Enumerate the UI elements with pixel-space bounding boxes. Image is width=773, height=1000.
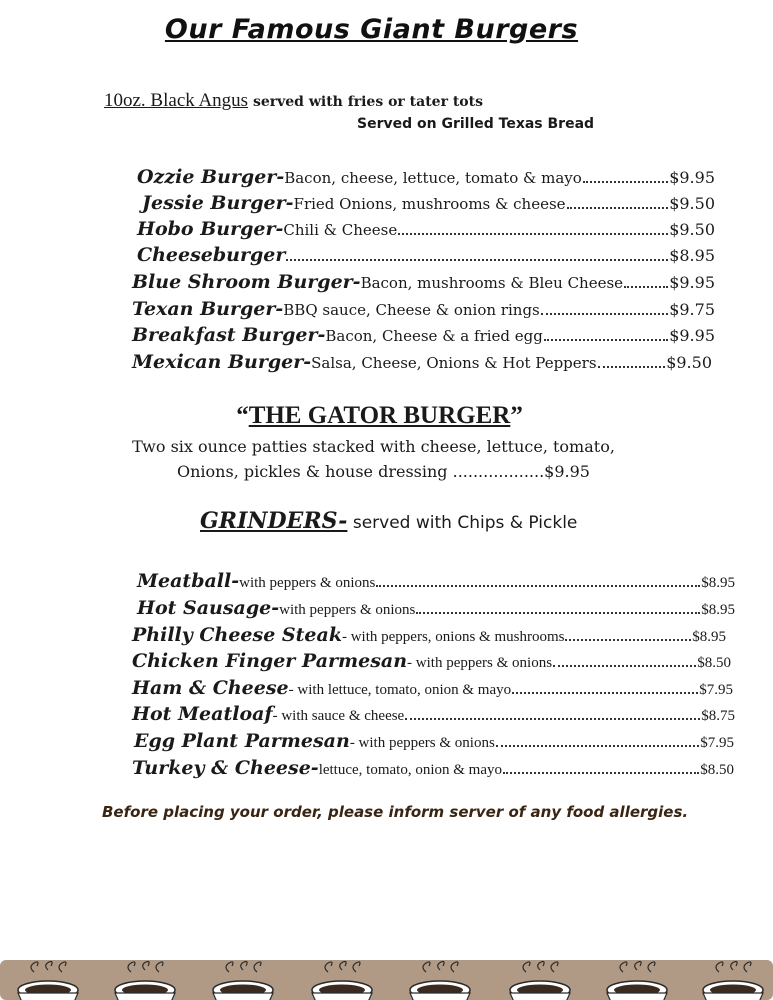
sides-label: served with fries or tater tots [248, 94, 483, 110]
item-price: $8.75 [701, 708, 735, 724]
item-desc: with peppers & onions [239, 575, 376, 591]
item-desc: - with lettuce, tomato, onion & mayo [288, 682, 512, 698]
item-desc: Fried Onions, mushrooms & cheese [293, 195, 566, 213]
burger-item [132, 351, 712, 373]
item-price: $7.95 [700, 735, 734, 751]
burger-subtitle [104, 90, 483, 112]
burger-item [137, 218, 715, 240]
allergy-notice: Before placing your order, please inform server of any food allergies. [102, 803, 689, 821]
grinder-item [132, 650, 731, 672]
item-price: $9.50 [669, 194, 715, 213]
item-desc: BBQ sauce, Cheese & onion rings [283, 301, 540, 319]
grinder-item [132, 677, 733, 699]
grinders-subtitle: served with Chips & Pickle [347, 513, 578, 533]
leader-dots [541, 313, 668, 315]
item-name: Philly Cheese Steak [132, 624, 342, 646]
open-quote: “ [236, 402, 249, 429]
leader-dots [583, 181, 668, 183]
item-price: $9.50 [669, 220, 715, 239]
item-name: Hot Sausage- [137, 597, 280, 619]
leader-dots [286, 259, 668, 261]
leader-dots [567, 207, 669, 209]
item-desc: - with peppers, onions & mushrooms [341, 629, 565, 645]
item-price: $9.95 [669, 326, 715, 345]
item-desc: - with peppers & onions [407, 655, 553, 671]
item-name: Ham & Cheese [132, 677, 289, 699]
burger-item [142, 192, 715, 214]
leader-dots [544, 339, 668, 341]
grinder-item [132, 757, 734, 779]
item-name: Hobo Burger- [137, 218, 284, 240]
grinders-heading [200, 508, 577, 534]
coffee-cup-border [0, 958, 773, 1000]
leader-dots [496, 745, 699, 747]
leader-dots [416, 612, 700, 614]
item-name: Cheeseburger [137, 244, 286, 266]
item-desc: Salsa, Cheese, Onions & Hot Peppers [311, 354, 597, 372]
gator-burger-title [0, 402, 773, 430]
item-desc: with peppers & onions [279, 602, 416, 618]
bread-label: Served on Grilled Texas Bread [357, 116, 595, 132]
leader-dots [553, 665, 696, 667]
grinder-item [132, 624, 726, 646]
item-name: Blue Shroom Burger- [132, 271, 361, 293]
item-price: $8.95 [701, 602, 735, 618]
leader-dots [512, 692, 698, 694]
beef-label: 10oz. Black Angus [104, 90, 249, 111]
item-name: Mexican Burger- [132, 351, 312, 373]
item-desc: - with sauce & cheese [272, 708, 405, 724]
leader-dots [376, 585, 700, 587]
item-price: $9.75 [669, 300, 715, 319]
item-desc: Bacon, mushrooms & Bleu Cheese [360, 274, 624, 292]
burger-item [137, 166, 715, 188]
item-name: Egg Plant Parmesan [134, 730, 350, 752]
leader-dots [398, 233, 668, 235]
item-name: Chicken Finger Parmesan [132, 650, 408, 672]
close-quote: ” [510, 402, 523, 429]
gator-burger-desc-price: Onions, pickles & house dressing ..................$9.95 [177, 462, 590, 481]
item-price: $9.95 [669, 273, 715, 292]
grinder-item [137, 597, 735, 619]
leader-dots [565, 639, 691, 641]
gator-burger-name: THE GATOR BURGER [248, 402, 511, 429]
item-name: Texan Burger- [132, 298, 284, 320]
item-desc: Chili & Cheese [283, 221, 398, 239]
item-name: Turkey & Cheese- [132, 757, 319, 779]
item-desc: lettuce, tomato, onion & mayo [318, 762, 502, 778]
grinder-item [134, 730, 734, 752]
leader-dots [405, 718, 700, 720]
item-name: Meatball- [137, 570, 240, 592]
leader-dots [598, 366, 666, 368]
item-price: $8.50 [700, 762, 734, 778]
grinder-item [137, 570, 735, 592]
item-name: Hot Meatloaf [132, 703, 273, 725]
item-price: $9.50 [666, 353, 712, 372]
item-price: $8.95 [692, 629, 726, 645]
grinders-title: GRINDERS- [200, 508, 348, 534]
burger-item [137, 244, 715, 266]
burger-item [132, 298, 715, 320]
grinder-item [132, 703, 735, 725]
item-desc: Bacon, cheese, lettuce, tomato & mayo [284, 169, 582, 187]
item-name: Ozzie Burger- [137, 166, 285, 188]
menu-title: Our Famous Giant Burgers [164, 14, 579, 45]
burger-item [132, 271, 715, 293]
item-name: Jessie Burger- [142, 192, 294, 214]
item-name: Breakfast Burger- [132, 324, 326, 346]
item-price: $8.50 [697, 655, 731, 671]
item-price: $8.95 [701, 575, 735, 591]
gator-burger-desc: Two six ounce patties stacked with cheese, lettuce, tomato, [132, 437, 615, 456]
leader-dots [503, 772, 699, 774]
item-desc: - with peppers & onions [349, 735, 495, 751]
item-price: $9.95 [669, 168, 715, 187]
item-desc: Bacon, Cheese & a fried egg [325, 327, 543, 345]
leader-dots [624, 286, 668, 288]
burger-item [132, 324, 715, 346]
item-price: $8.95 [669, 246, 715, 265]
item-price: $7.95 [699, 682, 733, 698]
